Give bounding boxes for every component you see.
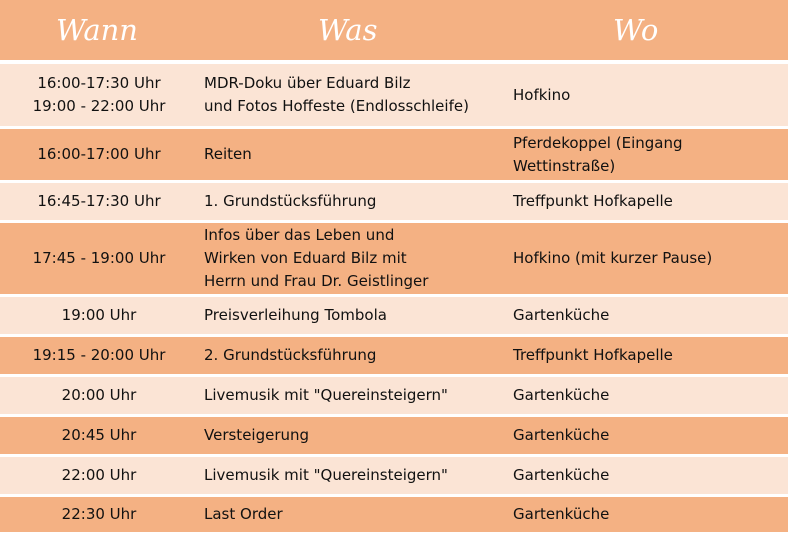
activity-cell <box>200 297 505 337</box>
time-cell <box>0 457 200 497</box>
table-row <box>0 297 788 337</box>
activity-line: Last Order <box>204 505 283 523</box>
activity-line: Livemusik mit "Quereinsteigern" <box>204 466 448 484</box>
activity-cell <box>200 337 505 377</box>
activity-line: MDR-Doku über Eduard Bilz <box>204 74 411 92</box>
location-line: Gartenküche <box>513 426 610 444</box>
time-cell <box>0 183 200 223</box>
time-cell <box>0 377 200 417</box>
table-row <box>0 129 788 183</box>
activity-cell <box>200 223 505 297</box>
location-line: Hofkino (mit kurzer Pause) <box>513 249 713 267</box>
activity-cell <box>200 497 505 535</box>
time-line: 22:30 Uhr <box>61 505 137 523</box>
table-row <box>0 64 788 129</box>
table-row <box>0 183 788 223</box>
location-cell <box>505 337 788 377</box>
time-line: 22:00 Uhr <box>61 466 137 484</box>
time-line: 16:00-17:30 Uhr <box>37 74 161 92</box>
activity-cell <box>200 64 505 129</box>
table-row <box>0 417 788 457</box>
time-line: 19:00 - 22:00 Uhr <box>32 97 166 115</box>
time-cell <box>0 417 200 457</box>
time-cell <box>0 297 200 337</box>
activity-line: 2. Grundstücksführung <box>204 346 377 364</box>
table-row <box>0 497 788 535</box>
table-row <box>0 377 788 417</box>
location-cell <box>505 497 788 535</box>
location-cell <box>505 183 788 223</box>
activity-line: Infos über das Leben und <box>204 226 395 244</box>
time-cell <box>0 129 200 183</box>
table-row <box>0 223 788 297</box>
activity-line: Herrn und Frau Dr. Geistlinger <box>204 272 429 290</box>
activity-line: Versteigerung <box>204 426 310 444</box>
time-line: 20:45 Uhr <box>61 426 137 444</box>
activity-cell <box>200 183 505 223</box>
location-cell <box>505 223 788 297</box>
location-line: Gartenküche <box>513 505 610 523</box>
location-cell <box>505 457 788 497</box>
location-line: Treffpunkt Hofkapelle <box>513 192 673 210</box>
header-wo: Wo <box>505 0 788 64</box>
time-cell <box>0 223 200 297</box>
location-cell <box>505 297 788 337</box>
table-row <box>0 337 788 377</box>
location-line: Gartenküche <box>513 306 610 324</box>
location-line: Gartenküche <box>513 466 610 484</box>
activity-cell <box>200 417 505 457</box>
location-cell <box>505 64 788 129</box>
time-cell <box>0 497 200 535</box>
location-cell <box>505 417 788 457</box>
location-cell <box>505 377 788 417</box>
location-line: Pferdekoppel (Eingang <box>513 133 683 152</box>
activity-line: und Fotos Hoffeste (Endlosschleife) <box>204 97 469 115</box>
activity-line: Preisverleihung Tombola <box>204 306 387 324</box>
location-cell <box>505 129 788 183</box>
time-line: 19:00 Uhr <box>61 306 137 324</box>
activity-cell <box>200 377 505 417</box>
activity-line: 1. Grundstücksführung <box>204 192 377 210</box>
activity-cell <box>200 129 505 183</box>
table-header-row <box>0 0 788 64</box>
location-line: Treffpunkt Hofkapelle <box>513 346 673 364</box>
header-wann: Wann <box>0 0 200 64</box>
time-cell <box>0 337 200 377</box>
time-line: 16:45-17:30 Uhr <box>37 192 161 210</box>
activity-line: Livemusik mit "Quereinsteigern" <box>204 386 448 404</box>
time-cell <box>0 64 200 129</box>
header-was: Was <box>200 0 505 64</box>
time-line: 19:15 - 20:00 Uhr <box>32 346 166 364</box>
activity-cell <box>200 457 505 497</box>
activity-line: Reiten <box>204 145 252 163</box>
time-line: 17:45 - 19:00 Uhr <box>32 249 166 267</box>
activity-line: Wirken von Eduard Bilz mit <box>204 249 407 267</box>
time-line: 20:00 Uhr <box>61 386 137 404</box>
location-line: Gartenküche <box>513 386 610 404</box>
time-line: 16:00-17:00 Uhr <box>37 145 161 163</box>
location-line: Wettinstraße) <box>513 156 616 175</box>
table-row <box>0 457 788 497</box>
table-body <box>0 64 788 535</box>
location-line: Hofkino <box>513 85 571 104</box>
